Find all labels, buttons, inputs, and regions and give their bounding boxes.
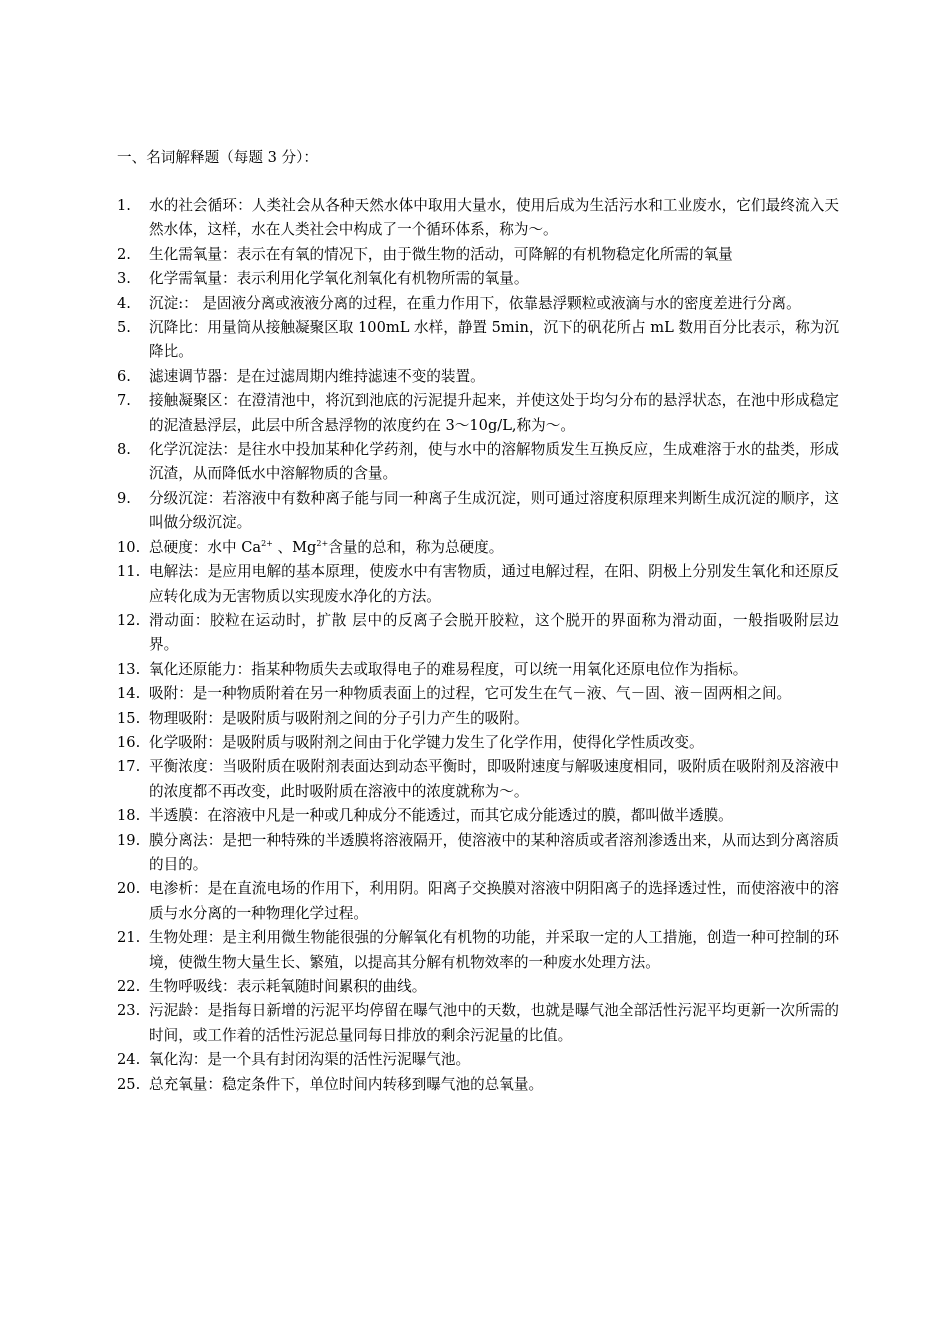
item-number: 24. (117, 1051, 141, 1069)
list-item (117, 707, 839, 731)
list-item (117, 389, 839, 438)
list-item (117, 194, 839, 243)
list-item (117, 487, 839, 536)
superscript-charge: 2+ (316, 538, 329, 548)
item-text: 氧化还原能力：指某种物质失去或取得电子的难易程度，可以统一用氧化还原电位作为指标。 (149, 660, 748, 678)
item-number: 25. (117, 1075, 141, 1093)
item-number: 13. (117, 660, 141, 678)
item-text: 吸附：是一种物质附着在另一种物质表面上的过程，它可发生在气－液、气－固、液－固两相之间。 (149, 685, 792, 703)
item-text-part: 总硬度：水中 Ca (149, 538, 262, 556)
list-item (117, 536, 839, 560)
item-number: 23. (117, 1002, 141, 1020)
item-text: 化学需氧量：表示利用化学氧化剂氧化有机物所需的氧量。 (149, 270, 529, 288)
item-text: 生物处理：是主利用微生物能很强的分解氧化有机物的功能，并采取一定的人工措施，创造一种可控制的环境，使微生物大量生长、繁殖，以提高其分解有机物效率的一种废水处理方法。 (149, 929, 839, 971)
item-number: 3. (117, 270, 131, 288)
item-text: 物理吸附：是吸附质与吸附剂之间的分子引力产生的吸附。 (149, 709, 529, 727)
item-text: 氧化沟：是一个具有封闭沟渠的活性污泥曝气池。 (149, 1051, 471, 1069)
superscript-charge: 2+ (261, 538, 273, 548)
item-number: 7. (117, 392, 131, 410)
item-text: 电渗析：是在直流电场的作用下，利用阴。阳离子交换膜对溶液中阴阳离子的选择透过性，而使溶液中的溶质与水分离的一种物理化学过程。 (149, 880, 839, 922)
item-number: 21. (117, 929, 141, 947)
list-item (117, 877, 839, 926)
list-item (117, 365, 839, 389)
item-number: 15. (117, 709, 141, 727)
item-text: 化学沉淀法：是往水中投加某种化学药剂，使与水中的溶解物质发生互换反应，生成难溶于水的盐类，形成沉渣，从而降低水中溶解物质的含量。 (149, 441, 839, 483)
list-item (117, 316, 839, 365)
item-text: 生化需氧量：表示在有氧的情况下，由于微生物的活动，可降解的有机物稳定化所需的氧量 (149, 245, 733, 263)
item-text: 污泥龄：是指每日新增的污泥平均停留在曝气池中的天数，也就是曝气池全部活性污泥平均更新一次所需的时间，或工作着的活性污泥总量同每日排放的剩余污泥量的比值。 (149, 1002, 839, 1044)
item-text: 分级沉淀：若溶液中有数种离子能与同一种离子生成沉淀，则可通过溶度积原理来判断生成沉淀的顺序，这叫做分级沉淀。 (149, 489, 839, 532)
list-item (117, 292, 839, 316)
item-text-part: 、Mg (272, 538, 317, 556)
item-number: 19. (117, 831, 141, 849)
list-item (117, 560, 839, 609)
list-item (117, 999, 839, 1048)
list-item (117, 926, 839, 975)
item-text: 生物呼吸线：表示耗氧随时间累积的曲线。 (149, 978, 427, 995)
list-item (117, 658, 839, 682)
item-text: 电解法：是应用电解的基本原理，使废水中有害物质，通过电解过程，在阳、阴极上分别发生氧化和还原反应转化成为无害物质以实现废水净化的方法。 (149, 563, 839, 605)
item-text: 沉淀:： 是固液分离或液液分离的过程，在重力作用下，依靠悬浮颗粒或液滴与水的密度差进行分离。 (149, 294, 801, 312)
item-text: 滤速调节器：是在过滤周期内维持滤速不变的装置。 (149, 367, 485, 385)
item-number: 14. (117, 685, 141, 703)
list-item (117, 975, 839, 999)
list-item (117, 755, 839, 804)
item-text: 平衡浓度：当吸附质在吸附剂表面达到动态平衡时，即吸附速度与解吸速度相同，吸附质在吸附剂及溶液中的浓度都不再改变，此时吸附质在溶液中的浓度就称为～。 (149, 758, 839, 800)
item-number: 8. (117, 441, 131, 459)
item-text: 沉降比：用量筒从接触凝聚区取 100mL 水样，静置 5min，沉下的矾花所占 mL 数用百分比表示，称为沉降比。 (149, 319, 839, 361)
list-item (117, 731, 839, 755)
item-text: 化学吸附：是吸附质与吸附剂之间由于化学键力发生了化学作用，使得化学性质改变。 (149, 733, 704, 751)
list-item (117, 609, 839, 658)
item-number: 18. (117, 807, 141, 825)
item-text-part: 含量的总和，称为总硬度。 (328, 538, 504, 556)
item-text: 水的社会循环：人类社会从各种天然水体中取用大量水，使用后成为生活污水和工业废水，它们最终流入天然水体，这样，水在人类社会中构成了一个循环体系，称为～。 (149, 197, 839, 239)
item-text: 滑动面：胶粒在运动时，扩散 层中的反离子会脱开胶粒，这个脱开的界面称为滑动面，一般指吸附层边界。 (149, 611, 839, 654)
item-number: 6. (117, 367, 131, 385)
list-item (117, 829, 839, 878)
list-item (117, 243, 839, 267)
item-number: 5. (117, 319, 131, 337)
term-list (117, 194, 839, 1097)
list-item (117, 438, 839, 487)
item-text: 膜分离法：是把一种特殊的半透膜将溶液隔开，使溶液中的某种溶质或者溶剂渗透出来，从而达到分离溶质的目的。 (149, 831, 839, 873)
item-number: 16. (117, 733, 141, 751)
list-item (117, 804, 839, 828)
item-text: 半透膜：在溶液中凡是一种或几种成分不能透过，而其它成分能透过的膜，都叫做半透膜。 (149, 807, 733, 825)
list-item (117, 1048, 839, 1072)
item-number: 4. (117, 294, 131, 312)
item-number: 11. (117, 563, 141, 581)
item-number: 22. (117, 978, 141, 995)
list-item (117, 1073, 839, 1097)
item-text (149, 539, 503, 556)
item-number: 1. (117, 197, 131, 214)
list-item (117, 682, 839, 706)
item-text: 总充氧量：稳定条件下，单位时间内转移到曝气池的总氧量。 (149, 1075, 544, 1093)
item-number: 10. (117, 538, 141, 556)
item-number: 12. (117, 611, 141, 629)
item-number: 17. (117, 758, 141, 776)
item-number: 20. (117, 880, 141, 898)
list-item (117, 267, 839, 291)
item-number: 2. (117, 245, 131, 263)
item-number: 9. (117, 489, 131, 507)
item-text: 接触凝聚区：在澄清池中，将沉到池底的污泥提升起来，并使这处于均匀分布的悬浮状态，在池中形成稳定的泥渣悬浮层，此层中所含悬浮物的浓度约在 3～10g/L,称为～。 (149, 392, 839, 434)
section-title: 一、名词解释题（每题 3 分）： (117, 149, 318, 166)
